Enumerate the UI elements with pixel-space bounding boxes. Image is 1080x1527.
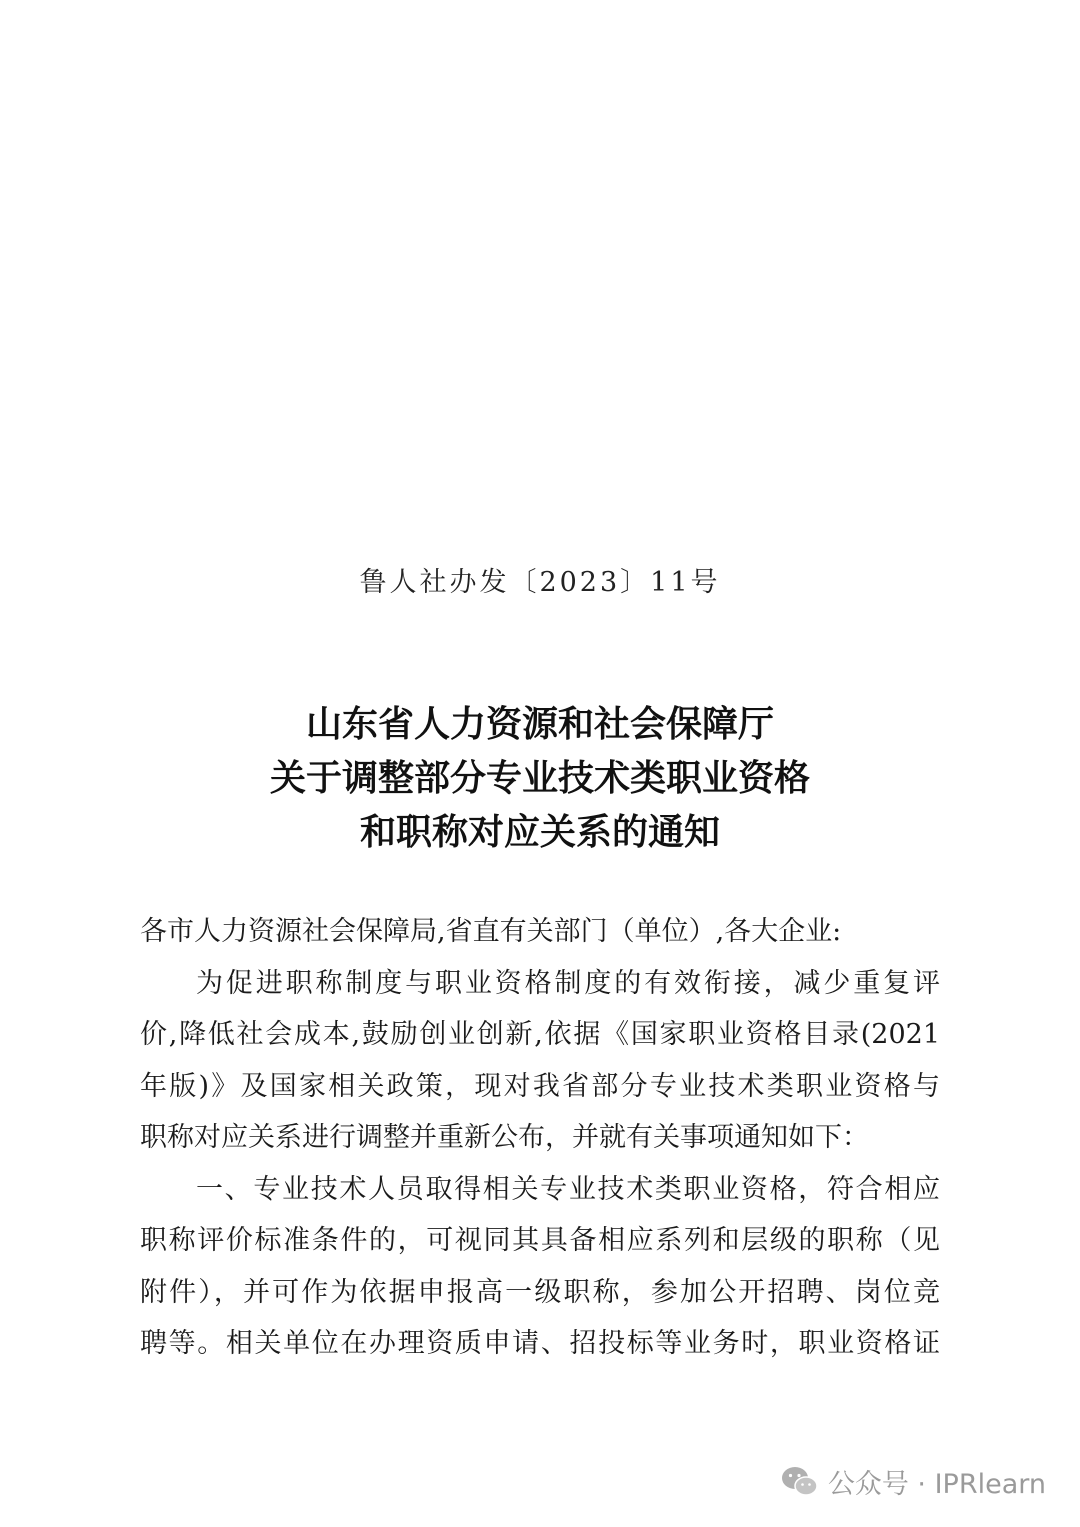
paragraph-line: 一、专业技术人员取得相关专业技术类职业资格，符合相应 xyxy=(196,1173,940,1205)
paragraph-line: 为促进职称制度与职业资格制度的有效衔接，减少重复评 xyxy=(196,967,940,999)
paragraph-line: 职称评价标准条件的，可视同其具备相应系列和层级的职称（见 xyxy=(140,1225,940,1256)
title-line: 和职称对应关系的通知 xyxy=(359,812,720,853)
document-number: 鲁人社办发〔2023〕11号 xyxy=(359,567,721,598)
paragraph-line: 价,降低社会成本,鼓励创业创新,依据《国家职业资格目录(2021 xyxy=(140,1019,940,1050)
watermark-text: 公众号 · IPRlearn xyxy=(827,1469,1046,1500)
wechat-icon xyxy=(780,1465,820,1499)
paragraph-line: 聘等。相关单位在办理资质申请、招投标等业务时，职业资格证 xyxy=(140,1328,940,1359)
document-body xyxy=(140,906,940,1370)
document-title xyxy=(0,698,1080,860)
title-line: 山东省人力资源和社会保障厅 xyxy=(305,704,774,745)
paragraph-line: 职称对应关系进行调整并重新公布，并就有关事项通知如下： xyxy=(140,1122,869,1153)
paragraph-line: 附件），并可作为依据申报高一级职称，参加公开招聘、岗位竞 xyxy=(140,1276,940,1308)
title-line: 关于调整部分专业技术类职业资格 xyxy=(269,758,810,799)
salutation: 各市人力资源社会保障局,省直有关部门（单位）,各大企业: xyxy=(140,916,842,947)
watermark xyxy=(780,1462,1046,1501)
paragraph-line: 年版)》及国家相关政策，现对我省部分专业技术类职业资格与 xyxy=(140,1070,940,1102)
